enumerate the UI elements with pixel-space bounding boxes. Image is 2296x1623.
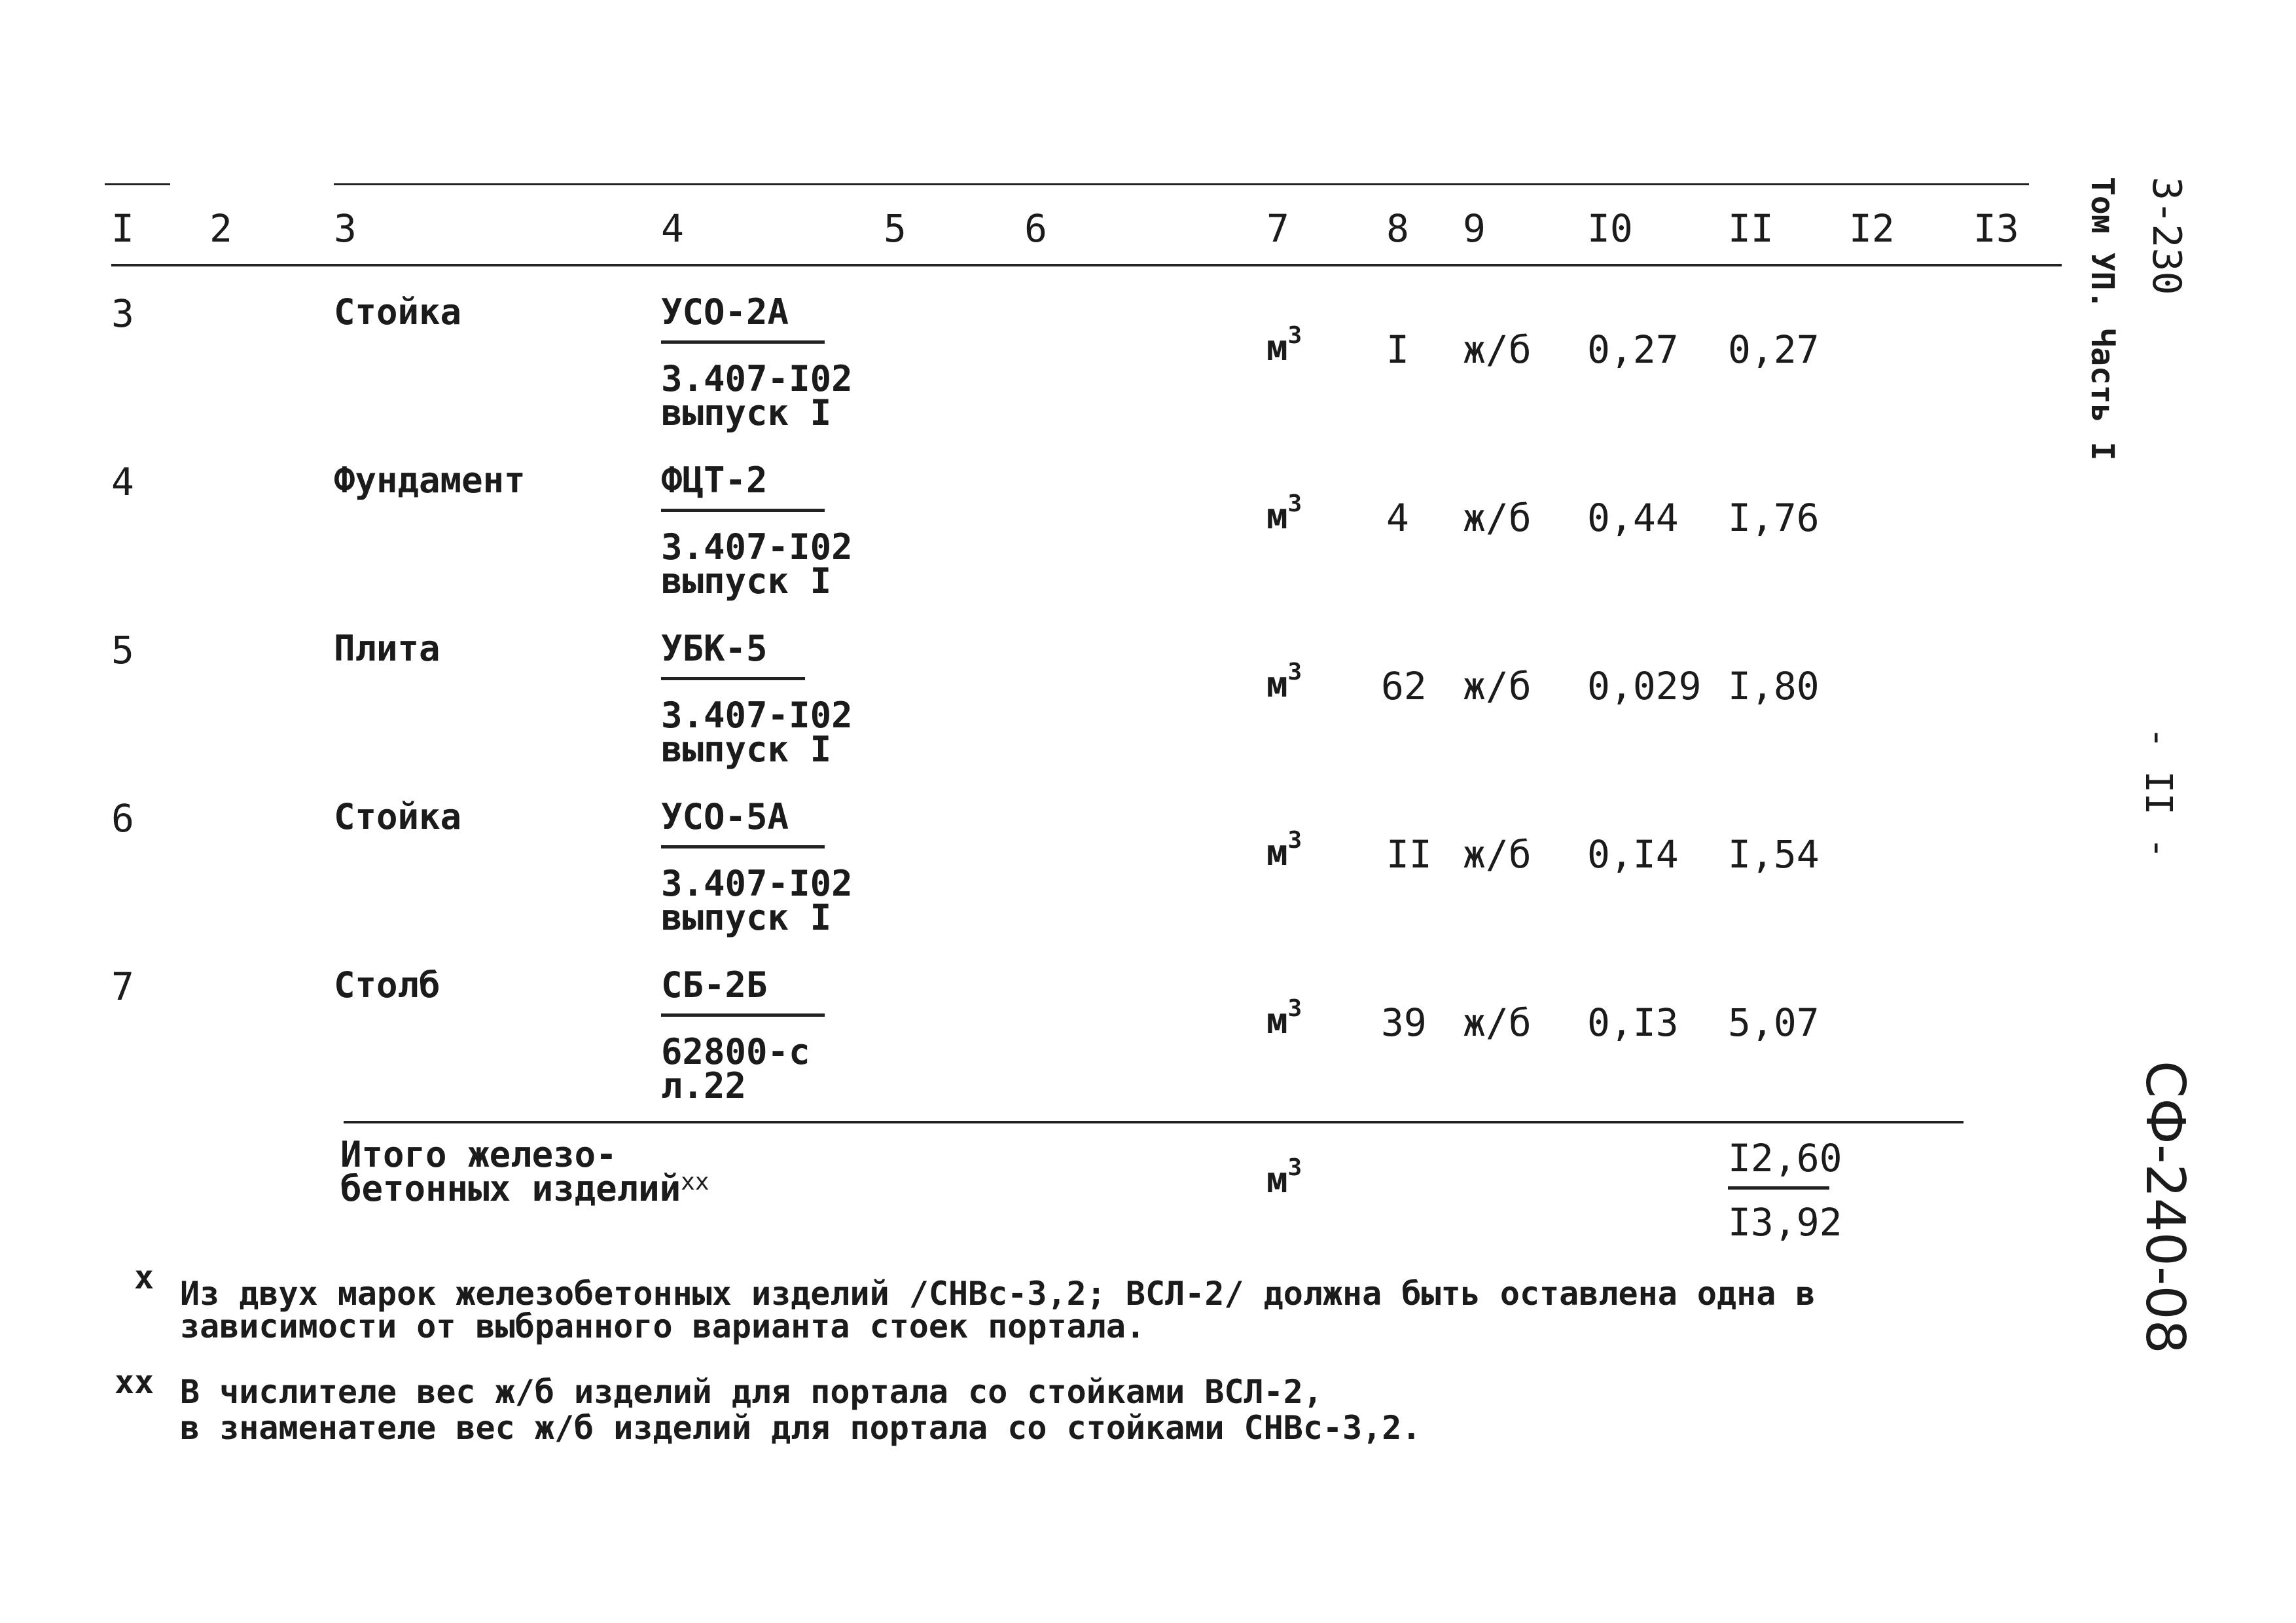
item-mark: УБК-5 [661, 628, 768, 669]
quantity: 62 [1381, 664, 1427, 708]
row-number: 4 [111, 460, 134, 504]
page-number: - II - [2137, 727, 2179, 860]
footnote-text-line2: зависимости от выбранного варианта стоек портала. [180, 1307, 1146, 1345]
margin-document-ref: 3-230 [2144, 177, 2189, 295]
col-header-9: 9 [1463, 206, 1486, 251]
item-doc: 3.407-I02 [661, 526, 853, 568]
mark-divider [661, 845, 825, 848]
item-doc-issue: выпуск I [661, 897, 832, 938]
footnote-text-line2: в знаменателе вес ж/б изделий для портала со стойками СНВс-3,2. [180, 1409, 1422, 1447]
total-label: Итого железо- [340, 1134, 617, 1175]
mark-divider [661, 509, 825, 512]
item-name: Стойка [334, 291, 462, 333]
mark-divider [661, 677, 805, 680]
item-mark: СБ-2Б [661, 964, 768, 1006]
item-doc-issue: выпуск I [661, 560, 832, 602]
row-number: 5 [111, 628, 134, 672]
col-header-8: 8 [1386, 206, 1409, 251]
col-header-3: 3 [334, 206, 357, 251]
item-mark: УСО-5А [661, 796, 789, 837]
item-doc: 3.407-I02 [661, 695, 853, 736]
footnote-text: Из двух марок железобетонных изделий /СНВс-3,2; ВСЛ-2/ должна быть оставлена одна в [180, 1275, 1816, 1313]
item-name: Столб [334, 964, 440, 1006]
item-name: Плита [334, 628, 440, 669]
total-numerator: I2,60 [1728, 1136, 1842, 1180]
col-header-5: 5 [884, 206, 906, 251]
footnote-marker: xx [115, 1363, 154, 1401]
total-volume: I,54 [1728, 832, 1820, 877]
item-doc: 3.407-I02 [661, 863, 853, 904]
col-header-10: I0 [1587, 206, 1633, 251]
row-number: 7 [111, 964, 134, 1009]
margin-volume: Том УП. Часть I [2084, 177, 2121, 461]
total-volume: 0,27 [1728, 327, 1820, 372]
item-mark: ФЦТ-2 [661, 460, 768, 501]
col-header-2: 2 [209, 206, 232, 251]
item-mark: УСО-2А [661, 291, 789, 333]
material: ж/б [1463, 496, 1532, 540]
unit-volume: 0,029 [1587, 664, 1702, 708]
margin-code: СФ-240-08 [2134, 1061, 2196, 1354]
item-name: Стойка [334, 796, 462, 837]
total-volume: I,80 [1728, 664, 1820, 708]
col-header-11: II [1728, 206, 1774, 251]
material: ж/б [1463, 664, 1532, 708]
top-rule-short [105, 183, 170, 185]
item-doc-issue: л.22 [661, 1065, 747, 1106]
col-header-6: 6 [1024, 206, 1047, 251]
total-volume: I,76 [1728, 496, 1820, 540]
unit-volume: 0,I3 [1587, 1000, 1679, 1045]
total-divider [1728, 1186, 1829, 1190]
unit: $м^3$ [1266, 490, 1302, 537]
total-unit: $м^3$ [1266, 1154, 1302, 1201]
quantity: II [1386, 832, 1432, 877]
col-header-1: I [111, 206, 134, 251]
material: ж/б [1463, 832, 1532, 877]
unit: $м^3$ [1266, 322, 1302, 369]
item-doc-issue: выпуск I [661, 729, 832, 770]
footnote-text: В числителе вес ж/б изделий для портала со стойками ВСЛ-2, [180, 1373, 1323, 1411]
unit: $м^3$ [1266, 659, 1302, 705]
unit-volume: 0,44 [1587, 496, 1679, 540]
unit: $м^3$ [1266, 995, 1302, 1042]
total-volume: 5,07 [1728, 1000, 1820, 1045]
total-denominator: I3,92 [1728, 1200, 1842, 1245]
footnote-marker: x [134, 1258, 154, 1296]
quantity: 4 [1386, 496, 1409, 540]
col-header-12: I2 [1849, 206, 1895, 251]
material: ж/б [1463, 1000, 1532, 1045]
row-number: 3 [111, 291, 134, 336]
unit: $м^3$ [1266, 827, 1302, 873]
top-rule [334, 183, 2029, 185]
unit-volume: 0,I4 [1587, 832, 1679, 877]
total-rule [344, 1121, 1964, 1123]
item-doc: 3.407-I02 [661, 358, 853, 399]
quantity: I [1386, 327, 1409, 372]
mark-divider [661, 1013, 825, 1017]
col-header-7: 7 [1266, 206, 1289, 251]
col-header-4: 4 [661, 206, 684, 251]
item-name: Фундамент [334, 460, 526, 501]
material: ж/б [1463, 327, 1532, 372]
item-doc-issue: выпуск I [661, 392, 832, 433]
mark-divider [661, 340, 825, 344]
header-rule [111, 264, 2062, 266]
col-header-13: I3 [1973, 206, 2019, 251]
quantity: 39 [1381, 1000, 1427, 1045]
unit-volume: 0,27 [1587, 327, 1679, 372]
row-number: 6 [111, 796, 134, 841]
total-label-line2: бетонных изделий$^{xx}$ [340, 1168, 709, 1209]
total-note-marker: xx [681, 1169, 709, 1195]
item-doc: 62800-с [661, 1031, 810, 1072]
